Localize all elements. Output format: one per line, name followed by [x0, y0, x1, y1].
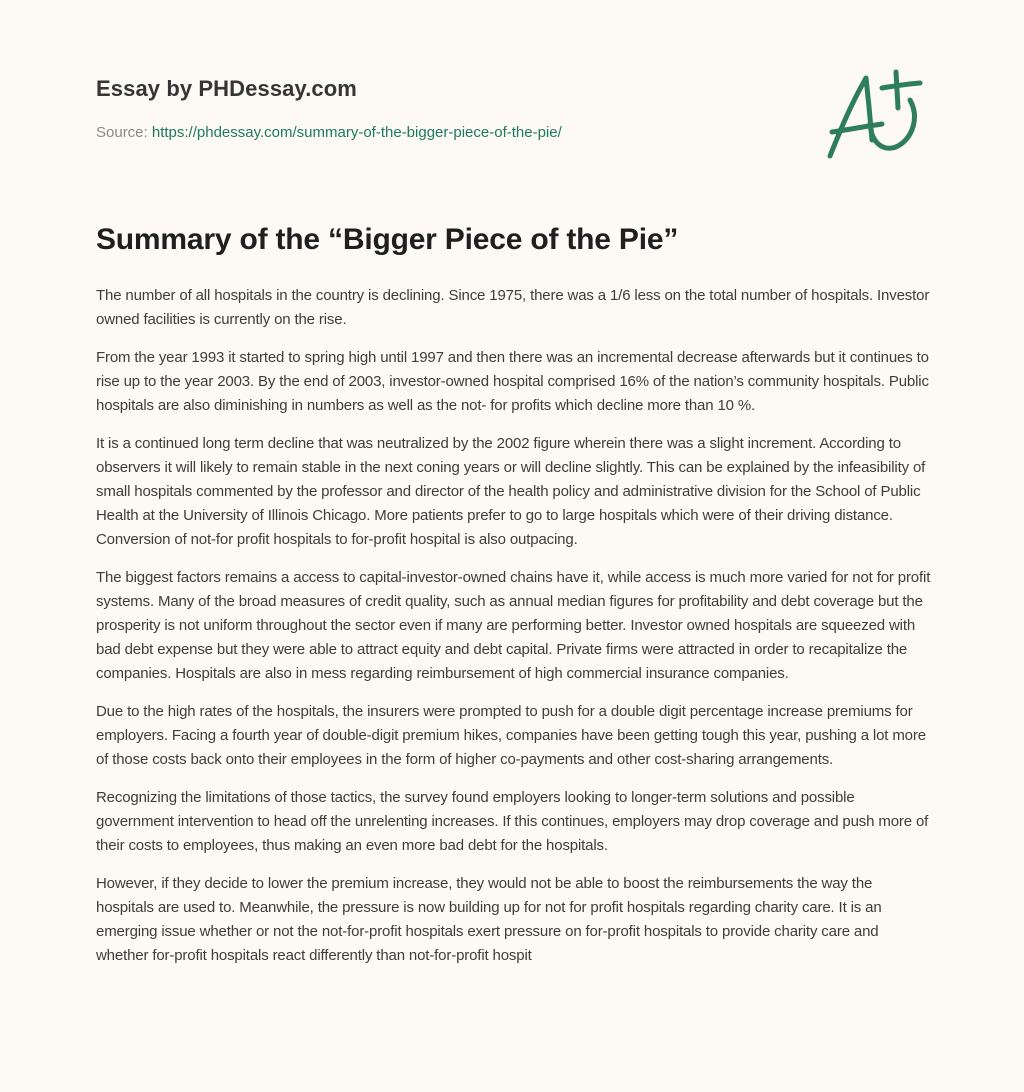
- essay-page: [96, 0, 932, 964]
- essay-paragraph: It is a continued long term decline that was neutralized by the 2002 figure wherein there was a slight increment. According to observers it will likely to remain stable in the next coning years or will decline slightly. This can be explained by the infeasibility of small hospitals commented by the professor and director of the health policy and administrative division for the School of Public Health at the University of Illinois Chicago. More patients prefer to go to large hospitals which were of their driving distance. Conversion of not-for profit hospitals to for-profit hospital is also outpacing.: [96, 435, 926, 548]
- essay-paragraph: Due to the high rates of the hospitals, the insurers were prompted to push for a double digit percentage increase premiums for employers. Facing a fourth year of double-digit premium hikes, companies have been getting tough this year, pushing a lot more of those costs back onto their employees in the form of higher co-payments and other cost-sharing arrangements.: [96, 703, 926, 768]
- source-label: Source:: [96, 124, 148, 141]
- page-header: [96, 0, 932, 200]
- site-title: Essay by PHDessay.com: [96, 76, 357, 101]
- essay-paragraph: The number of all hospitals in the country is declining. Since 1975, there was a 1/6 less on the total number of hospitals. Investor owned facilities is currently on the rise.: [96, 287, 930, 328]
- essay-paragraph: Recognizing the limitations of those tactics, the survey found employers looking to longer-term solutions and possible government intervention to head off the unrelenting increases. If this continues, employers may drop coverage and push more of their costs to employees, thus making an even more bad debt for the hospitals.: [96, 789, 929, 854]
- essay-paragraph: From the year 1993 it started to spring high until 1997 and then there was an incremental decrease afterwards but it continues to rise up to the year 2003. By the end of 2003, investor-owned hospital comprised 16% of the nation’s community hospitals. Public hospitals are also diminishing in numbers as well as the not- for profits which decline more than 10 %.: [96, 349, 929, 414]
- essay-paragraph: The biggest factors remains a access to capital-investor-owned chains have it, while access is much more varied for not for profit systems. Many of the broad measures of credit quality, such as annual median figures for profitability and debt coverage but the prosperity is not uniform throughout the sector even if many are performing better. Investor owned hospitals are squeezed with bad debt expense but they were able to attract equity and debt capital. Private firms were attracted in order to recapitalize the companies. Hospitals are also in mess regarding reimbursement of high commercial insurance companies.: [96, 569, 931, 682]
- essay-title: Summary of the “Bigger Piece of the Pie”: [96, 223, 679, 256]
- essay-body: [96, 284, 932, 982]
- source-link[interactable]: https://phdessay.com/summary-of-the-bigger-piece-of-the-pie/: [151, 124, 562, 141]
- a-plus-grade-icon: [822, 66, 926, 166]
- essay-paragraph: However, if they decide to lower the premium increase, they would not be able to boost the reimbursements the way the hospitals are used to. Meanwhile, the pressure is now building up for not for profit hospitals regarding charity care. It is an emerging issue whether or not the not-for-profit hospitals exert pressure on for-profit hospitals to provide charity care and whether for-profit hospitals react differently than not-for-profit hospit: [96, 875, 882, 964]
- source-line: [96, 124, 562, 141]
